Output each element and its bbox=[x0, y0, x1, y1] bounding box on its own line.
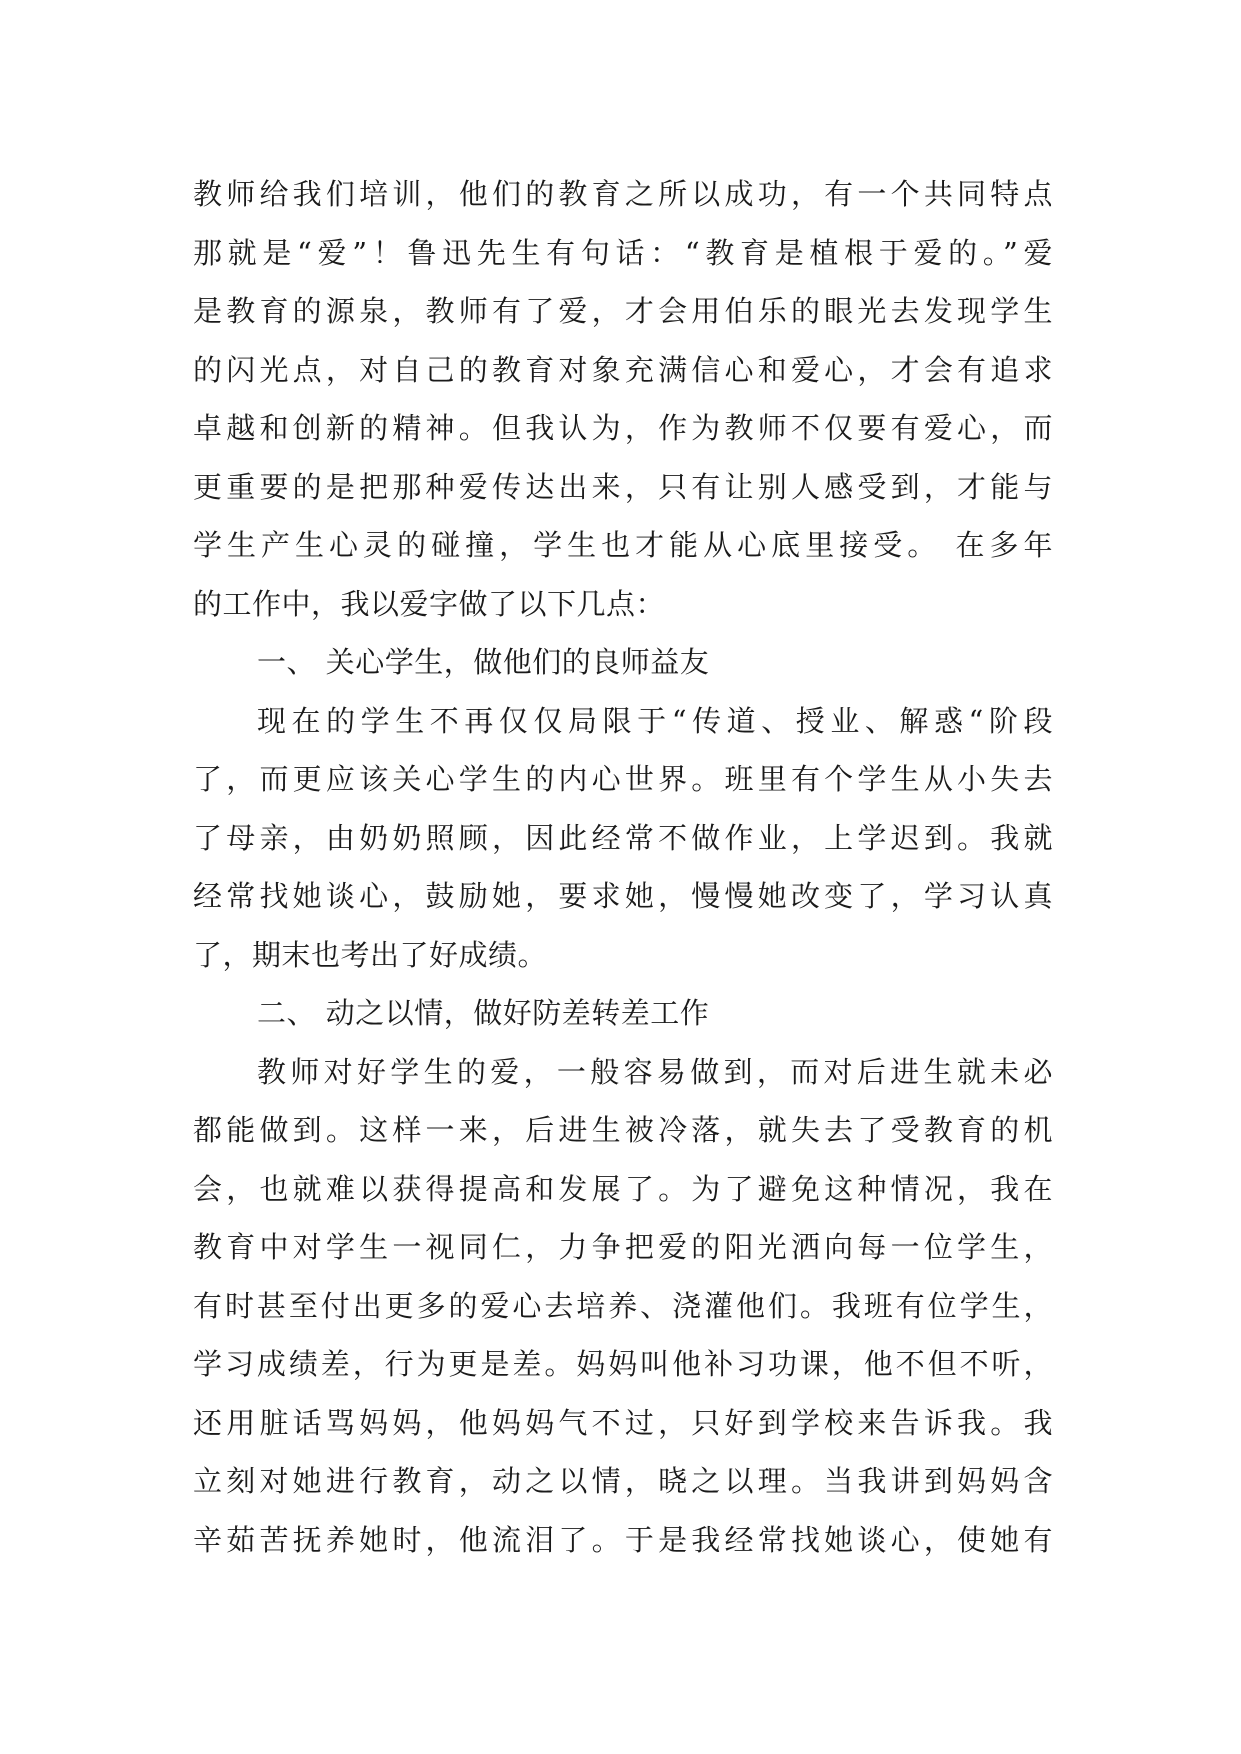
text-line: 现在的学生不再仅仅局限于“传道、授业、解惑“阶段 bbox=[257, 703, 1053, 738]
section-heading: 一、 关心学生，做他们的良师益友 bbox=[257, 645, 710, 679]
text-line: 教师对好学生的爱，一般容易做到，而对后进生就未必 bbox=[257, 1054, 1053, 1089]
text-line: 教师给我们培训，他们的教育之所以成功，有一个共同特点 bbox=[193, 177, 1053, 211]
text-line: 了，而更应该关心学生的内心世界。班里有个学生从小失去 bbox=[193, 762, 1053, 796]
text-line: 了，期末也考出了好成绩。 bbox=[193, 937, 548, 972]
text-line: 都能做到。这样一来，后进生被冷落，就失去了受教育的机 bbox=[193, 1113, 1053, 1147]
text-line: 有时甚至付出更多的爱心去培养、浇灌他们。我班有位学生， bbox=[193, 1288, 1053, 1323]
section-heading: 二、 动之以情，做好防差转差工作 bbox=[257, 996, 710, 1030]
text-line: 了母亲，由奶奶照顾，因此经常不做作业，上学迟到。我就 bbox=[193, 820, 1053, 855]
text-line: 卓越和创新的精神。但我认为，作为教师不仅要有爱心，而 bbox=[193, 411, 1053, 445]
text-line: 辛茹苦抚养她时，他流泪了。于是我经常找她谈心，使她有 bbox=[193, 1522, 1053, 1557]
text-line: 还用脏话骂妈妈，他妈妈气不过，只好到学校来告诉我。我 bbox=[193, 1405, 1053, 1440]
body-text bbox=[193, 165, 1053, 1569]
text-line: 学生产生心灵的碰撞，学生也才能从心底里接受。 在多年 bbox=[193, 528, 1053, 562]
text-line: 会，也就难以获得提高和发展了。为了避免这种情况，我在 bbox=[193, 1171, 1053, 1206]
text-line: 学习成绩差，行为更是差。妈妈叫他补习功课，他不但不听， bbox=[193, 1347, 1053, 1381]
text-line: 的闪光点，对自己的教育对象充满信心和爱心，才会有追求 bbox=[193, 352, 1053, 387]
text-line: 更重要的是把那种爱传达出来，只有让别人感受到，才能与 bbox=[193, 469, 1053, 504]
text-line: 经常找她谈心，鼓励她，要求她，慢慢她改变了，学习认真 bbox=[193, 879, 1053, 913]
text-line: 那就是“爱”！鲁迅先生有句话：“教育是植根于爱的。”爱 bbox=[193, 235, 1053, 270]
text-line: 是教育的源泉，教师有了爱，才会用伯乐的眼光去发现学生 bbox=[193, 294, 1053, 328]
text-line: 的工作中，我以爱字做了以下几点： bbox=[193, 586, 666, 621]
text-line: 立刻对她进行教育，动之以情，晓之以理。当我讲到妈妈含 bbox=[193, 1464, 1053, 1498]
text-line: 教育中对学生一视同仁，力争把爱的阳光洒向每一位学生， bbox=[193, 1230, 1053, 1264]
